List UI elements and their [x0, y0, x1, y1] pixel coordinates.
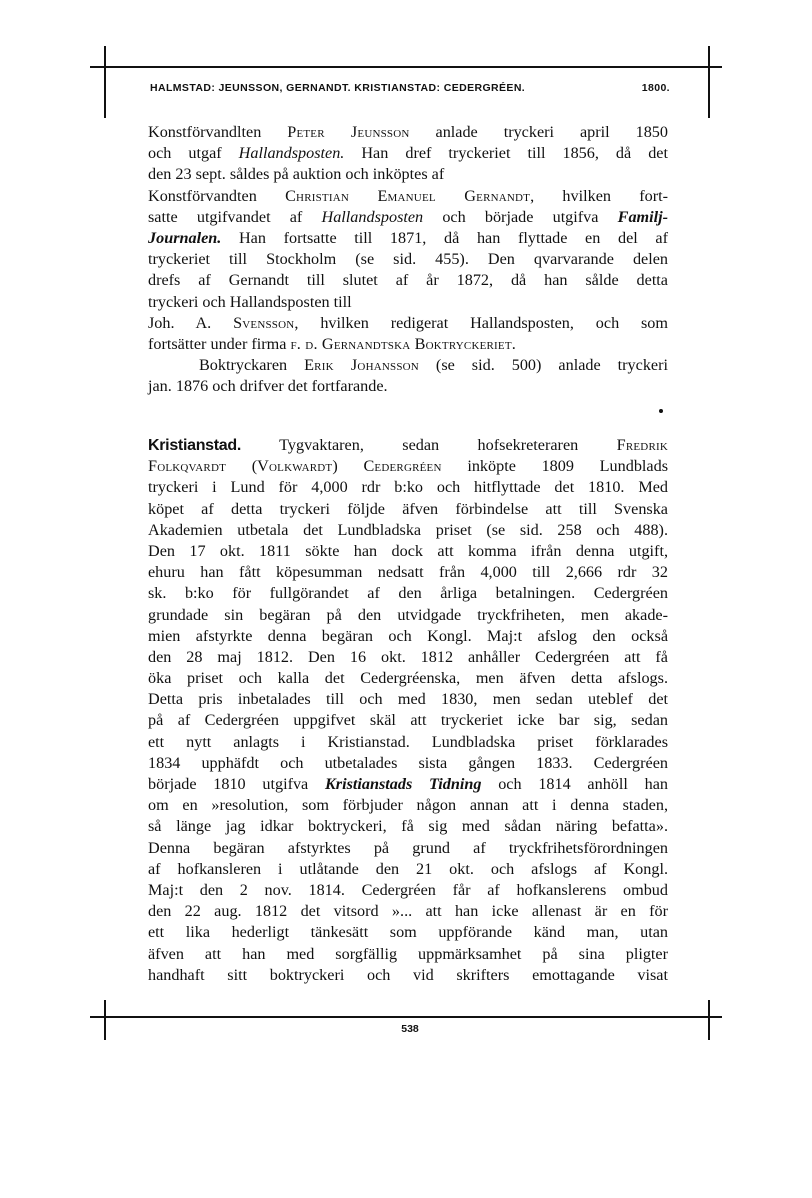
text-line	[148, 583, 668, 604]
text-run: den 28 maj 1812. Den 16 okt. 1812 anhåller Cedergréen att få	[148, 647, 668, 666]
running-header	[150, 82, 670, 100]
text-line	[148, 944, 668, 965]
text-line	[148, 710, 668, 731]
text-line	[148, 689, 668, 710]
text-line	[148, 859, 668, 880]
text-line	[148, 164, 668, 185]
frame-right-top-rule	[708, 46, 710, 118]
text-run: Den 17 okt. 1811 sökte han dock att komma ifrån denna utgift,	[148, 541, 668, 560]
text-run: och 1814 anhöll han	[481, 775, 668, 793]
text-line	[148, 292, 668, 313]
text-run: Konstförvandlten	[148, 123, 288, 141]
frame-left-bottom-rule	[104, 1000, 106, 1040]
text-line	[148, 228, 668, 249]
publication-title: Hallandsposten.	[238, 144, 345, 163]
text-line	[148, 376, 668, 397]
text-run: den 22 aug. 1812 det vitsord »... att han icke allenast är en för	[148, 902, 668, 921]
kristianstad-section	[148, 435, 668, 986]
text-run: , hvilken redigerat Hallandsposten, och som	[294, 313, 668, 332]
text-run: handhaft sitt boktryckeri och vid skrifters emottagande visat	[148, 965, 668, 984]
header-rule	[90, 66, 722, 68]
person-name: Christian Emanuel Gernandt	[285, 186, 531, 205]
text-run: Tygvaktaren, sedan hofsekreteraren	[241, 436, 617, 454]
person-name: Svensson	[233, 313, 295, 332]
text-line	[148, 795, 668, 816]
text-run: ehuru han fått köpesumman nedsatt från 4,000 till 2,666 rdr 32	[148, 563, 668, 582]
person-name: Fredrik	[616, 436, 668, 454]
publication-title: Journalen.	[148, 228, 222, 247]
stray-mark	[659, 409, 663, 413]
text-line	[148, 249, 668, 270]
text-run: och utgaf	[148, 144, 239, 163]
text-run: mien afstyrkte denna begäran och Kongl. Maj:t afslog den också	[148, 626, 668, 645]
text-line	[148, 541, 668, 562]
footer-rule	[90, 1016, 722, 1018]
text-run: Detta pris inbetalades till och med 1830, men sedan uteblef det	[148, 690, 668, 709]
text-line	[148, 477, 668, 498]
text-run: på af Cedergréen uppgifvet skäl att tryckeriet icke bar sig, sedan	[148, 711, 668, 730]
text-run: Denna begäran afstyrktes på grund af tryckfrihetsförordningen	[148, 838, 668, 857]
halmstad-section	[148, 122, 668, 397]
person-name: Erik Johansson	[304, 356, 419, 375]
text-line	[148, 838, 668, 859]
text-line	[148, 626, 668, 647]
text-run: (se sid. 500) anlade tryckeri	[418, 356, 668, 375]
text-run: inköpte 1809 Lundblads	[441, 457, 668, 476]
text-line	[148, 605, 668, 626]
running-header-title: HALMSTAD: JEUNSSON, GERNANDT. KRISTIANSTAD: CEDERGRÉEN.	[150, 82, 526, 94]
text-run: fortsätter under firma	[148, 334, 291, 353]
text-run: och började utgifva	[423, 207, 618, 226]
text-line	[148, 965, 668, 986]
text-run: började 1810 utgifva	[148, 775, 325, 793]
text-run: ett nytt anlagts i Kristianstad. Lundbladska priset förklarades	[148, 732, 668, 751]
text-run: Konstförvandten	[148, 186, 286, 205]
person-name: Folkqvardt	[148, 457, 227, 476]
text-run: Maj:t den 2 nov. 1814. Cedergréen får af hofkanslerens ombud	[148, 880, 668, 899]
person-name: Cedergréen	[363, 457, 442, 476]
text-run: jan. 1876 och drifver det fortfarande.	[148, 377, 388, 396]
text-run: af hofkansleren i utlåtande den 21 okt. och afslogs af Kongl.	[148, 859, 668, 878]
text-run: .	[511, 334, 516, 353]
frame-left-top-rule	[104, 46, 106, 118]
text-run: Akademien utbetala det Lundbladska priset (se sid. 258 och 488).	[148, 520, 668, 539]
text-line	[148, 143, 668, 164]
text-run: Han dref tryckeriet till 1856, då det	[344, 144, 668, 163]
text-line	[148, 186, 668, 207]
text-run: om en »resolution, som förbjuder någon annan att i denna staden,	[148, 796, 668, 815]
text-line	[148, 435, 668, 456]
text-line	[148, 334, 668, 355]
text-line	[148, 207, 668, 228]
text-run: köpet af detta tryckeri följde äfven förbindelse att till Svenska	[148, 499, 668, 518]
text-run: Boktryckaren	[148, 356, 305, 375]
text-run: tryckeri och Hallandsposten till	[148, 292, 352, 311]
text-run: så länge jag idkar boktryckeri, få sig med sådan näring befatta».	[148, 817, 668, 836]
text-run: den 23 sept. såldes på auktion och inköptes af	[148, 165, 445, 184]
text-line	[148, 922, 668, 943]
text-run: anlade tryckeri april 1850	[409, 123, 668, 141]
text-line	[148, 456, 668, 477]
person-name: f. d. Gernandtska Boktryckeriet	[290, 334, 512, 353]
text-run: öka priset och kalla det Cedergréenska, men äfven detta afslogs.	[148, 669, 668, 688]
text-line	[148, 270, 668, 291]
text-run: Han fortsatte till 1871, då han flyttade en del af	[221, 228, 668, 247]
text-run: ett lika hederligt tänkesätt som uppförande känd man, utan	[148, 923, 668, 942]
place-heading: Kristianstad.	[148, 437, 242, 454]
text-line	[148, 355, 668, 376]
text-line	[148, 774, 668, 795]
text-run: tryckeri i Lund för 4,000 rdr b:ko och hitflyttade det 1810. Med	[148, 478, 668, 497]
text-line	[148, 732, 668, 753]
text-run: 1834 upphäfdt och utbetalades sista gången 1833. Cedergréen	[148, 753, 668, 772]
text-run: tryckeriet till Stockholm (se sid. 455). Den qvarvarande delen	[148, 250, 668, 269]
text-run: grundade sin begäran på den utvidgade tryckfriheten, men akade-	[148, 605, 668, 624]
frame-right-bottom-rule	[708, 1000, 710, 1040]
text-line	[148, 122, 668, 143]
text-run: Joh. A.	[148, 313, 234, 332]
text-run: äfven att han med sorgfällig uppmärksamhet på sina pligter	[148, 944, 668, 963]
text-run: , hvilken fort-	[530, 186, 668, 205]
text-line	[148, 753, 668, 774]
text-line	[148, 647, 668, 668]
person-name: Peter Jeunsson	[287, 123, 410, 141]
text-line	[148, 313, 668, 334]
running-header-year: 1800.	[641, 82, 670, 94]
text-line	[148, 668, 668, 689]
text-line	[148, 562, 668, 583]
text-run: sk. b:ko för fullgörandet af den årliga betalningen. Cedergréen	[148, 584, 668, 603]
publication-title: Familj-	[617, 207, 669, 226]
text-line	[148, 901, 668, 922]
text-run: (	[226, 457, 258, 476]
text-run: drefs af Gernandt till slutet af år 1872, då han sålde detta	[148, 271, 668, 290]
text-run: satte utgifvandet af	[148, 207, 322, 226]
text-line	[148, 499, 668, 520]
publication-title: Kristianstads Tidning	[324, 775, 482, 793]
text-line	[148, 816, 668, 837]
text-line	[148, 520, 668, 541]
page-number: 538	[401, 1023, 419, 1035]
publication-title: Hallandsposten	[321, 207, 424, 226]
text-line	[148, 880, 668, 901]
text-run: )	[332, 457, 364, 476]
person-name: Volkwardt	[257, 457, 333, 476]
